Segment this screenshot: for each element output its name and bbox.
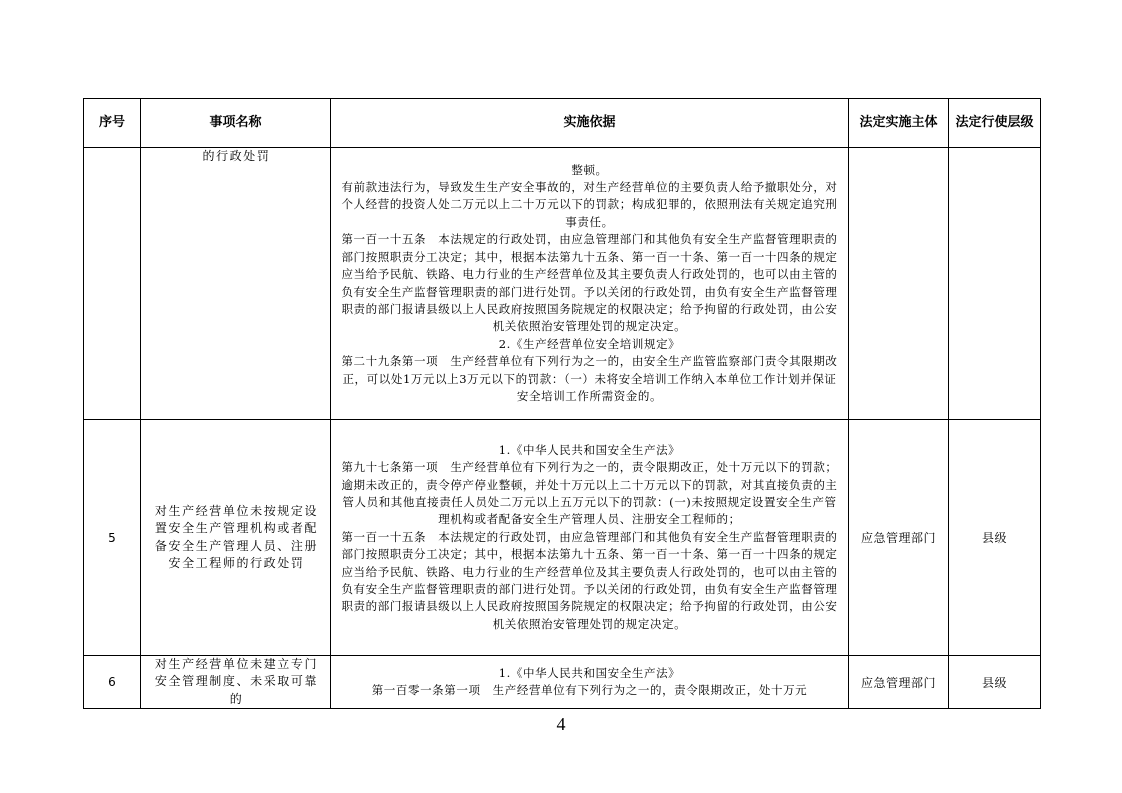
basis-paragraph: 2.《生产经营单位安全培训规定》 — [498, 336, 681, 351]
row-number: 5 — [84, 420, 141, 656]
page-number: 4 — [556, 714, 566, 734]
basis-paragraph: 1.《中华人民共和国安全生产法》 — [498, 442, 681, 457]
implementing-body — [849, 148, 949, 420]
legal-basis — [331, 656, 849, 709]
item-name: 的行政处罚 — [141, 148, 331, 420]
header-legal-basis: 实施依据 — [331, 99, 849, 148]
table-row — [84, 656, 1041, 709]
table-header-row — [84, 99, 1041, 148]
basis-paragraph: 第九十七条第一项 生产经营单位有下列行为之一的，责令限期改正，处十万元以下的罚款；逾期未改正的，责令停产停业整顿，并处十万元以上二十万元以下的罚款，对其直接负责的主管人员和其他直接责任人员处二万元以上五万元以下的罚款：(一)未按照规定设置安全生产管理机构或者配备安全生产管理人员、注册安全工程师的； — [341, 460, 838, 527]
table-row — [84, 420, 1041, 656]
implementing-body: 应急管理部门 — [849, 656, 949, 709]
row-number — [84, 148, 141, 420]
header-implementing-body: 法定实施主体 — [849, 99, 949, 148]
basis-paragraph: 整顿。 — [571, 162, 608, 177]
exercise-level — [949, 148, 1041, 420]
row-number: 6 — [84, 656, 141, 709]
basis-paragraph: 第一百一十五条 本法规定的行政处罚，由应急管理部门和其他负有安全生产监督管理职责的部门按照职责分工决定；其中，根据本法第九十五条、第一百一十条、第一百一十四条的规定应当给予民航、铁路、电力行业的生产经营单位及其主要负责人行政处罚的，也可以由主管的负有安全生产监督管理职责的部门进行处罚。予以关闭的行政处罚，由负有安全生产监督管理职责的部门报请县级以上人民政府按照国务院规定的权限决定；给予拘留的行政处罚，由公安机关依照治安管理处罚的规定决定。 — [341, 529, 838, 631]
basis-paragraph: 有前款违法行为，导致发生生产安全事故的，对生产经营单位的主要负责人给予撤职处分，对个人经营的投资人处二万元以上二十万元以下的罚款；构成犯罪的，依照刑法有关规定追究刑事责任。 — [341, 180, 838, 229]
legal-basis — [331, 420, 849, 656]
header-serial-number: 序号 — [84, 99, 141, 148]
implementing-body: 应急管理部门 — [849, 420, 949, 656]
legal-basis — [331, 148, 849, 420]
header-exercise-level: 法定行使层级 — [949, 99, 1041, 148]
exercise-level: 县级 — [949, 656, 1041, 709]
exercise-level: 县级 — [949, 420, 1041, 656]
basis-paragraph: 1.《中华人民共和国安全生产法》 — [498, 665, 681, 680]
basis-paragraph: 第一百零一条第一项 生产经营单位有下列行为之一的，责令限期改正，处十万元 — [371, 683, 808, 698]
regulation-table — [83, 98, 1041, 709]
table-row — [84, 148, 1041, 420]
basis-paragraph: 第一百一十五条 本法规定的行政处罚，由应急管理部门和其他负有安全生产监督管理职责的部门按照职责分工决定；其中，根据本法第九十五条、第一百一十条、第一百一十四条的规定应当给予民航、铁路、电力行业的生产经营单位及其主要负责人行政处罚的，也可以由主管的负有安全生产监督管理职责的部门进行处罚。予以关闭的行政处罚，由负有安全生产监督管理职责的部门报请县级以上人民政府按照国务院规定的权限决定；给予拘留的行政处罚，由公安机关依照治安管理处罚的规定决定。 — [341, 232, 838, 334]
basis-paragraph: 第二十九条第一项 生产经营单位有下列行为之一的，由安全生产监管监察部门责令其限期改正，可以处1万元以上3万元以下的罚款：（一）未将安全培训工作纳入本单位工作计划并保证安全培训工作所需资金的。 — [341, 354, 838, 403]
item-name: 对生产经营单位未按规定设置安全生产管理机构或者配备安全生产管理人员、注册安全工程师的行政处罚 — [141, 420, 331, 656]
header-item-name: 事项名称 — [141, 99, 331, 148]
item-name: 对生产经营单位未建立专门安全管理制度、未采取可靠的 — [141, 656, 331, 709]
